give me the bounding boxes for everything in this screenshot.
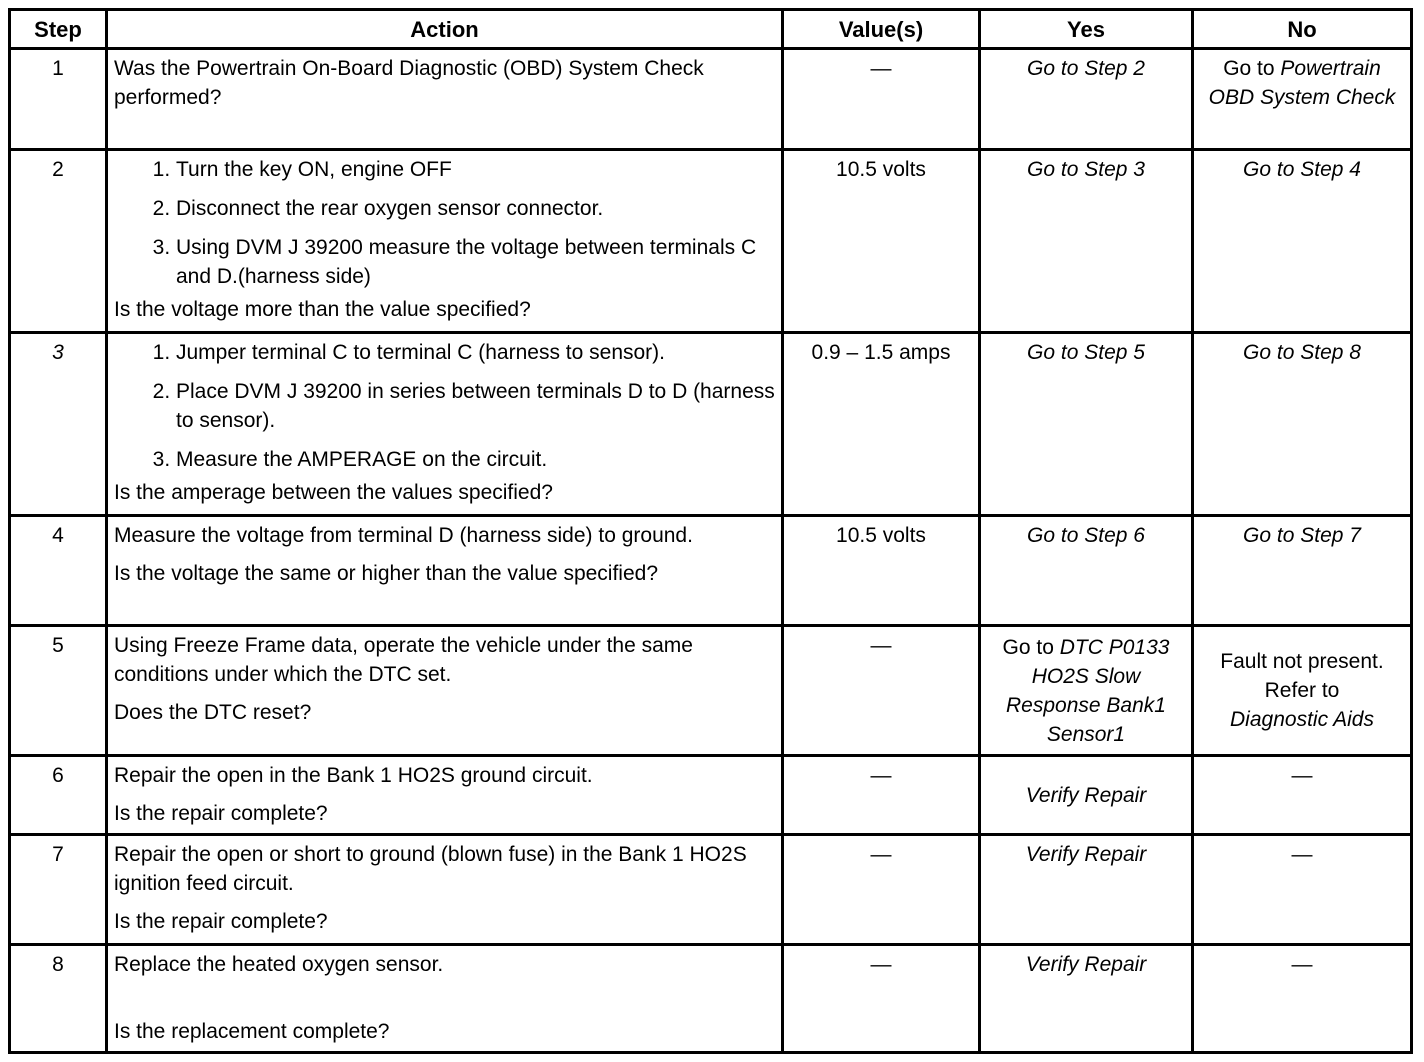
yes-cell: Verify Repair bbox=[980, 756, 1193, 835]
table-row bbox=[10, 835, 1412, 945]
action-text: Repair the open or short to ground (blown fuse) in the Bank 1 HO2S ignition feed circuit. bbox=[114, 843, 747, 895]
yes-cell: Verify Repair bbox=[980, 835, 1193, 945]
yes-cell: Go to Step 2 bbox=[980, 49, 1193, 150]
action-step-item: 1. Turn the key ON, engine OFF bbox=[176, 155, 775, 184]
action-question: Is the repair complete? bbox=[114, 910, 328, 933]
action-cell bbox=[107, 333, 783, 516]
action-question: Is the repair complete? bbox=[114, 802, 328, 825]
no-cell: — bbox=[1193, 835, 1412, 945]
action-question: Is the voltage the same or higher than the value specified? bbox=[114, 562, 659, 585]
yes-cell bbox=[980, 626, 1193, 756]
action-step-item: 2. Disconnect the rear oxygen sensor connector. bbox=[176, 194, 775, 223]
value-cell: 10.5 volts bbox=[783, 150, 980, 333]
action-text: Repair the open in the Bank 1 HO2S ground circuit. bbox=[114, 764, 593, 787]
table-row bbox=[10, 945, 1412, 1053]
no-line-1: Fault not present. bbox=[1220, 650, 1384, 673]
header-yes: Yes bbox=[980, 10, 1193, 49]
header-step: Step bbox=[10, 10, 107, 49]
value-cell: — bbox=[783, 49, 980, 150]
step-number: 1 bbox=[10, 49, 107, 150]
step-number: 6 bbox=[10, 756, 107, 835]
step-number: 3 bbox=[10, 333, 107, 516]
yes-cell: Go to Step 6 bbox=[980, 516, 1193, 626]
value-cell: 0.9 – 1.5 amps bbox=[783, 333, 980, 516]
table-row bbox=[10, 49, 1412, 150]
value-cell: — bbox=[783, 756, 980, 835]
action-question: Does the DTC reset? bbox=[114, 701, 312, 724]
yes-cell: Go to Step 5 bbox=[980, 333, 1193, 516]
action-cell bbox=[107, 49, 783, 150]
action-step-item: 3. Measure the AMPERAGE on the circuit. bbox=[176, 445, 775, 474]
action-cell bbox=[107, 945, 783, 1053]
table-row bbox=[10, 626, 1412, 756]
action-step-item: 1. Jumper terminal C to terminal C (harness to sensor). bbox=[176, 338, 775, 367]
action-cell bbox=[107, 626, 783, 756]
no-cell: Go to Step 4 bbox=[1193, 150, 1412, 333]
action-cell bbox=[107, 150, 783, 333]
action-text: Replace the heated oxygen sensor. bbox=[114, 953, 444, 976]
action-cell bbox=[107, 516, 783, 626]
no-line-2: Refer to bbox=[1264, 679, 1340, 702]
table-row bbox=[10, 333, 1412, 516]
no-prefix: Go to bbox=[1223, 57, 1275, 80]
step-number: 8 bbox=[10, 945, 107, 1053]
action-question: Is the amperage between the values specified? bbox=[114, 481, 553, 504]
action-question: Is the replacement complete? bbox=[114, 1020, 390, 1043]
value-cell: — bbox=[783, 626, 980, 756]
header-action: Action bbox=[107, 10, 783, 49]
no-link-text: Powertrain OBD System Check bbox=[1208, 57, 1396, 109]
no-cell bbox=[1193, 49, 1412, 150]
yes-link-text: DTC P0133 HO2S Slow Response Bank1 Sensor1 bbox=[1006, 635, 1170, 746]
header-values: Value(s) bbox=[783, 10, 980, 49]
step-number: 5 bbox=[10, 626, 107, 756]
yes-prefix: Go to bbox=[1002, 635, 1054, 659]
no-cell: Go to Step 8 bbox=[1193, 333, 1412, 516]
action-text: Using Freeze Frame data, operate the vehicle under the same conditions under which the DTC set. bbox=[114, 634, 693, 686]
no-link-text: Diagnostic Aids bbox=[1230, 708, 1374, 731]
header-no: No bbox=[1193, 10, 1412, 49]
no-cell: Go to Step 7 bbox=[1193, 516, 1412, 626]
no-cell: — bbox=[1193, 945, 1412, 1053]
diagnostic-table bbox=[8, 8, 1413, 1054]
action-step-item: 3. Using DVM J 39200 measure the voltage between terminals C and D.(harness side) bbox=[176, 233, 775, 291]
step-number: 4 bbox=[10, 516, 107, 626]
action-steps-list bbox=[114, 155, 775, 291]
table-row bbox=[10, 756, 1412, 835]
yes-cell: Go to Step 3 bbox=[980, 150, 1193, 333]
action-text: Was the Powertrain On-Board Diagnostic (OBD) System Check performed? bbox=[114, 57, 704, 109]
action-question: Is the voltage more than the value specified? bbox=[114, 298, 531, 321]
value-cell: — bbox=[783, 945, 980, 1053]
no-cell: — bbox=[1193, 756, 1412, 835]
action-cell bbox=[107, 835, 783, 945]
action-step-item: 2. Place DVM J 39200 in series between terminals D to D (harness to sensor). bbox=[176, 377, 775, 435]
action-text: Measure the voltage from terminal D (harness side) to ground. bbox=[114, 524, 693, 547]
header-row bbox=[10, 10, 1412, 49]
step-number: 2 bbox=[10, 150, 107, 333]
action-steps-list bbox=[114, 338, 775, 474]
value-cell: 10.5 volts bbox=[783, 516, 980, 626]
action-cell bbox=[107, 756, 783, 835]
table-row bbox=[10, 150, 1412, 333]
step-number: 7 bbox=[10, 835, 107, 945]
no-cell bbox=[1193, 626, 1412, 756]
value-cell: — bbox=[783, 835, 980, 945]
table-row bbox=[10, 516, 1412, 626]
yes-cell: Verify Repair bbox=[980, 945, 1193, 1053]
